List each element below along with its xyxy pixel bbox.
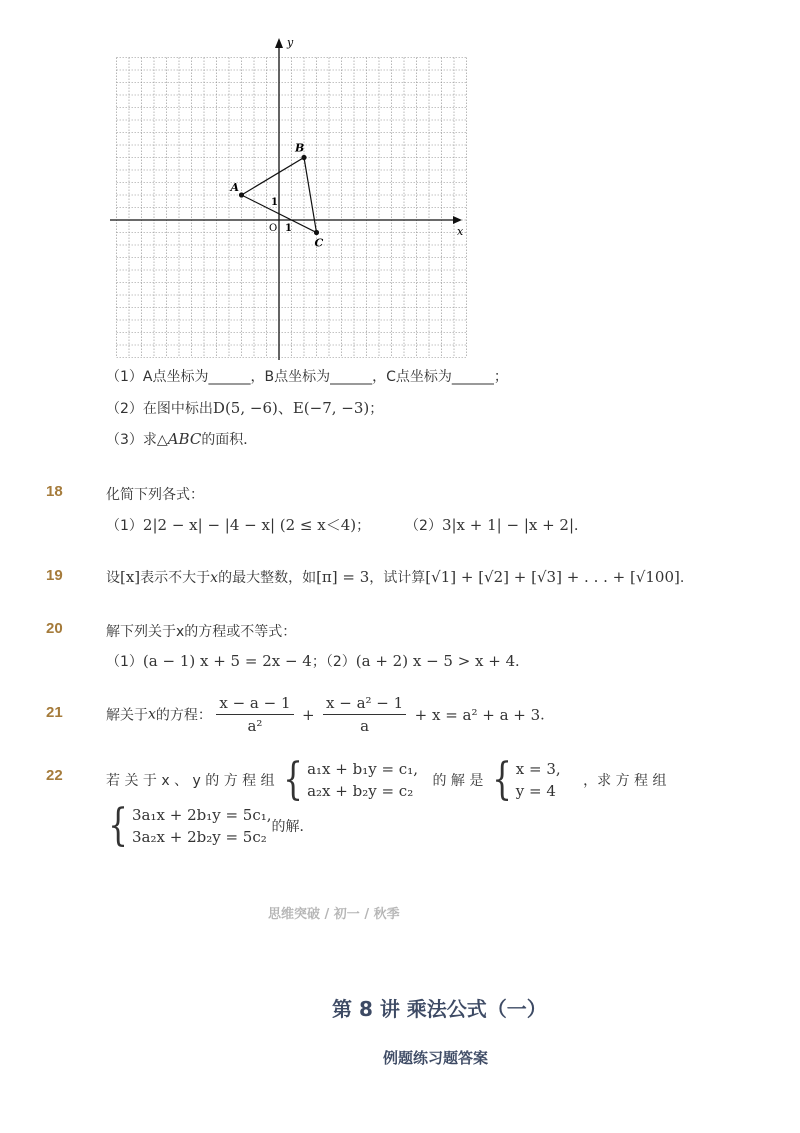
point-c — [314, 230, 319, 235]
q18-p1-end: ； — [356, 518, 371, 534]
q21-rest: + x = a² + a + 3 — [414, 705, 541, 724]
q17-part2-prefix: （2）在图中标出 — [106, 401, 213, 417]
q17-part3 — [106, 429, 257, 449]
q22-t3: ，求 方 程 组 — [583, 773, 667, 789]
unit-y-label: 1 — [271, 197, 278, 208]
q19-m4: [√1] + [√2] + [√3] + . . . + [√100] — [425, 568, 680, 586]
q17-part2-suffix: ； — [369, 401, 384, 417]
q22-solution-brace: { — [491, 754, 512, 805]
y-axis-arrow — [275, 38, 283, 48]
q21-frac1-numerator: x − a − 1 — [216, 694, 293, 715]
point-label-a: A — [230, 181, 240, 194]
q22-t4: 的解． — [271, 819, 314, 835]
q22-number: 22 — [46, 767, 63, 784]
q22-sys2-row2: 3a₂x + 2b₂y = 5c₂ — [132, 828, 267, 846]
q20-p2-math: (a + 2) x − 5 > x + 4 — [355, 652, 516, 670]
q17-part2 — [106, 397, 383, 418]
q21-plus: + — [301, 705, 315, 724]
q22-system2-brace: { — [108, 800, 128, 851]
q19-t3: 的最大整数，如 — [218, 570, 317, 586]
q21-number: 21 — [46, 704, 63, 721]
q22-line1 — [106, 754, 667, 805]
q21-frac1-denominator: a² — [247, 717, 263, 735]
q18-p2-math: 3|x + 1| − |x + 2| — [441, 516, 575, 534]
q19-m1: [x] — [120, 568, 141, 586]
q21-prefix: 解关于 — [106, 707, 148, 724]
point-a — [239, 192, 244, 197]
x-axis-arrow — [453, 216, 462, 224]
q17-part3-suffix: 的面积． — [201, 432, 258, 448]
q17-part1: （1）A点坐标为______，B点坐标为______，C点坐标为______； — [106, 369, 508, 385]
q18-p1-math: 2|2 − x| − |4 − x| (2 ≤ x＜4) — [142, 516, 357, 534]
grid — [117, 58, 467, 358]
q22-sys2-row1: 3a₁x + 2b₁y = 5c₁, — [132, 806, 272, 824]
q19-number: 19 — [46, 567, 63, 584]
q21-mid: 的方程： — [155, 707, 212, 724]
q22-t2: 的 解 是 — [432, 773, 484, 789]
chapter-title: 第 8 讲 乘法公式（一） — [332, 997, 547, 1021]
coordinate-figure — [110, 30, 470, 360]
q20-stem: 解下列关于x的方程或不等式： — [106, 624, 297, 640]
q22-system2 — [132, 804, 272, 848]
page-footer: 思维突破 / 初一 / 秋季 — [268, 907, 400, 922]
q17-part3-prefix: （3）求△ — [106, 432, 168, 448]
q21-frac2-numerator: x − a² − 1 — [323, 694, 406, 715]
q21-var: x — [148, 706, 156, 723]
q17-part3-math: ABC — [167, 430, 202, 448]
origin-label: O — [269, 223, 278, 234]
q18-number: 18 — [46, 483, 63, 500]
q19-text — [106, 567, 684, 587]
q22-sol-row1: x = 3, — [515, 760, 561, 778]
q20-end: ． — [515, 654, 530, 670]
q22-sol-row2: y = 4 — [515, 782, 556, 800]
q22-system1 — [307, 758, 418, 802]
q19-t4: ，试计算 — [369, 570, 426, 586]
axes — [110, 38, 462, 360]
q18-parts — [106, 514, 588, 535]
axis-x-label: x — [457, 225, 464, 238]
q22-line2 — [104, 800, 314, 851]
q20-parts — [106, 651, 529, 671]
q20-sep: ；（2） — [311, 654, 356, 670]
point-label-b: B — [295, 141, 305, 155]
q20-p1-math: (a − 1) x + 5 = 2x − 4 — [142, 652, 312, 670]
q18-p2-end: ． — [574, 518, 589, 534]
q22-sys1-row1: a₁x + b₁y = c₁, — [307, 760, 418, 778]
chapter-subtitle: 例题练习题答案 — [383, 1049, 489, 1067]
q18-p1-label: （1） — [106, 518, 143, 534]
q21-frac2-denominator: a — [360, 717, 370, 735]
point-label-c: C — [314, 236, 324, 250]
q19-m3: [π] = 3 — [316, 568, 370, 586]
q19-t2: 表示不大于 — [140, 570, 211, 586]
q17-part2-math: D(5, −6)、E(−7, −3) — [212, 399, 370, 417]
q20-p1-label: （1） — [106, 654, 143, 670]
q19-m2: x — [210, 570, 219, 586]
q22-system1-brace: { — [283, 754, 303, 805]
q19-t1: 设 — [106, 570, 120, 586]
unit-x-label: 1 — [285, 223, 292, 234]
q22-sys1-row2: a₂x + b₂y = c₂ — [307, 782, 414, 800]
q21-equation — [106, 694, 554, 735]
point-b — [301, 155, 306, 160]
q18-p2-label: （2） — [405, 518, 442, 534]
q18-stem: 化简下列各式： — [106, 487, 204, 503]
q22-solution — [516, 758, 561, 802]
q22-t1: 若 关 于 x 、 y 的 方 程 组 — [106, 773, 275, 789]
q21-fraction-2 — [323, 694, 406, 735]
q19-t5: . — [679, 570, 685, 586]
q20-number: 20 — [46, 620, 63, 637]
axis-y-label: y — [287, 36, 294, 49]
q21-end: ． — [540, 707, 555, 724]
q21-fraction-1 — [216, 694, 293, 735]
